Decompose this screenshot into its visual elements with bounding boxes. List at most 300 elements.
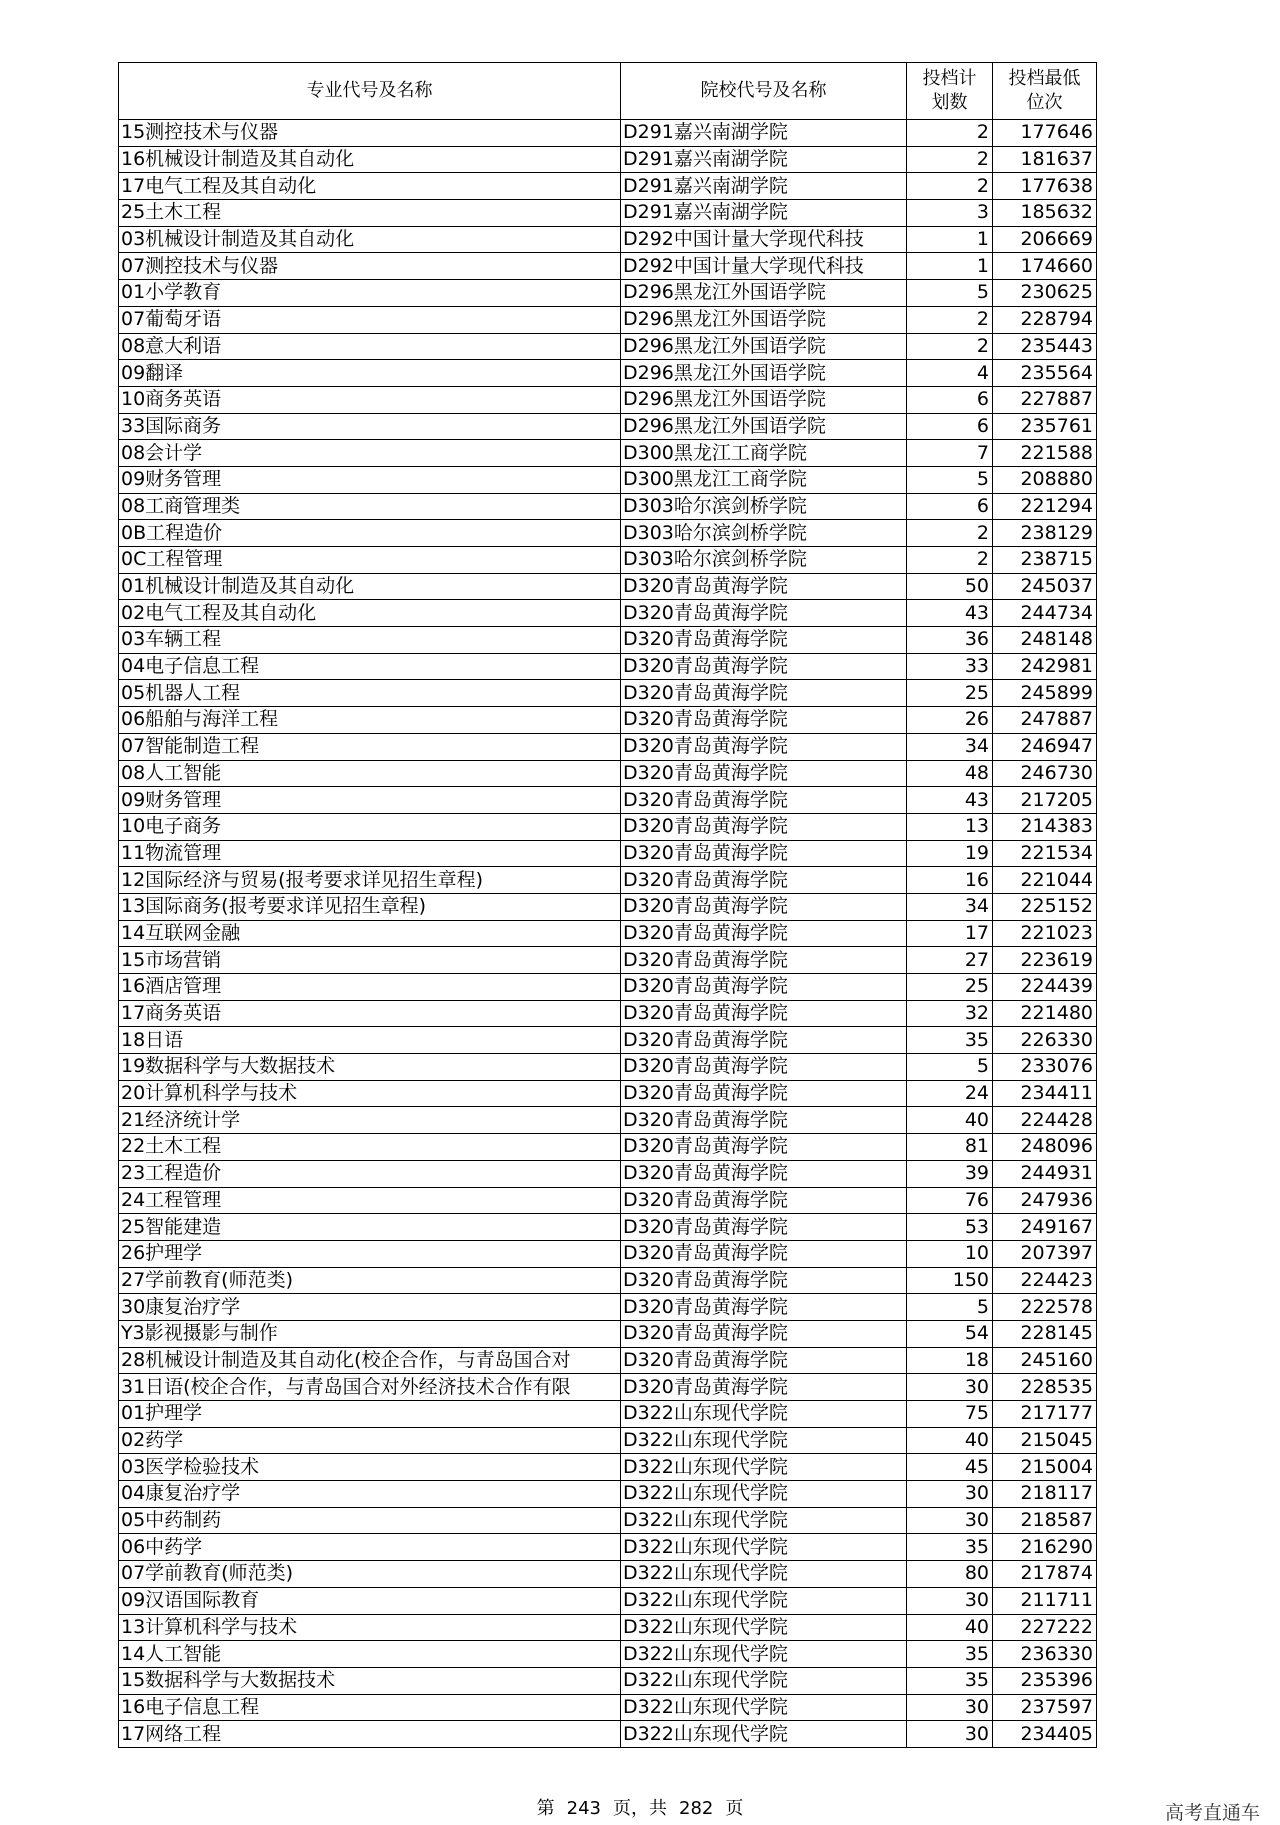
table-row <box>119 733 1097 760</box>
table-row <box>119 306 1097 333</box>
major-cell: 02药学 <box>119 1427 621 1454</box>
min-rank-cell: 245037 <box>993 573 1097 600</box>
plan-count-cell: 7 <box>907 440 993 467</box>
major-cell: 18日语 <box>119 1027 621 1054</box>
school-cell: D300黑龙江工商学院 <box>621 440 907 467</box>
school-cell: D320青岛黄海学院 <box>621 813 907 840</box>
table-row <box>119 1160 1097 1187</box>
plan-count-cell: 30 <box>907 1694 993 1721</box>
min-rank-cell: 238129 <box>993 520 1097 547</box>
major-cell: 08工商管理类 <box>119 493 621 520</box>
min-rank-cell: 228145 <box>993 1320 1097 1347</box>
min-rank-cell: 221023 <box>993 920 1097 947</box>
school-cell: D320青岛黄海学院 <box>621 1320 907 1347</box>
min-rank-cell: 230625 <box>993 280 1097 307</box>
min-rank-cell: 249167 <box>993 1214 1097 1241</box>
plan-count-cell: 2 <box>907 306 993 333</box>
plan-count-cell: 6 <box>907 413 993 440</box>
major-cell: 07智能制造工程 <box>119 733 621 760</box>
min-rank-cell: 244931 <box>993 1160 1097 1187</box>
min-rank-cell: 218587 <box>993 1507 1097 1534</box>
min-rank-cell: 225152 <box>993 893 1097 920</box>
table-row <box>119 1534 1097 1561</box>
plan-count-cell: 2 <box>907 547 993 574</box>
school-cell: D320青岛黄海学院 <box>621 653 907 680</box>
plan-count-cell: 25 <box>907 974 993 1001</box>
footer-page-number: 243 <box>566 1798 601 1819</box>
plan-count-cell: 48 <box>907 760 993 787</box>
min-rank-cell: 208880 <box>993 466 1097 493</box>
school-cell: D303哈尔滨剑桥学院 <box>621 493 907 520</box>
min-rank-cell: 177646 <box>993 120 1097 147</box>
major-cell: 09财务管理 <box>119 466 621 493</box>
major-cell: 26护理学 <box>119 1240 621 1267</box>
school-cell: D320青岛黄海学院 <box>621 893 907 920</box>
table-row <box>119 1454 1097 1481</box>
min-rank-cell: 221534 <box>993 840 1097 867</box>
table-row <box>119 893 1097 920</box>
min-rank-cell: 236330 <box>993 1641 1097 1668</box>
table-row <box>119 840 1097 867</box>
min-rank-cell: 248148 <box>993 627 1097 654</box>
table-row <box>119 1721 1097 1748</box>
plan-count-cell: 2 <box>907 146 993 173</box>
header-plan-count-text: 投档计划数 <box>922 68 977 113</box>
plan-count-cell: 75 <box>907 1401 993 1428</box>
plan-count-cell: 43 <box>907 787 993 814</box>
major-cell: Y3影视摄影与制作 <box>119 1320 621 1347</box>
plan-count-cell: 5 <box>907 466 993 493</box>
plan-count-cell: 2 <box>907 520 993 547</box>
header-plan-count <box>907 63 993 120</box>
plan-count-cell: 33 <box>907 653 993 680</box>
min-rank-cell: 248096 <box>993 1134 1097 1161</box>
table-row <box>119 1240 1097 1267</box>
school-cell: D322山东现代学院 <box>621 1401 907 1428</box>
school-cell: D322山东现代学院 <box>621 1641 907 1668</box>
major-cell: 17网络工程 <box>119 1721 621 1748</box>
school-cell: D320青岛黄海学院 <box>621 1240 907 1267</box>
table-row <box>119 600 1097 627</box>
plan-count-cell: 35 <box>907 1027 993 1054</box>
plan-count-cell: 25 <box>907 680 993 707</box>
school-cell: D320青岛黄海学院 <box>621 840 907 867</box>
school-cell: D320青岛黄海学院 <box>621 1214 907 1241</box>
school-cell: D320青岛黄海学院 <box>621 733 907 760</box>
school-cell: D322山东现代学院 <box>621 1534 907 1561</box>
table-row <box>119 360 1097 387</box>
major-cell: 08意大利语 <box>119 333 621 360</box>
min-rank-cell: 221480 <box>993 1000 1097 1027</box>
table-row <box>119 333 1097 360</box>
major-cell: 16酒店管理 <box>119 974 621 1001</box>
major-cell: 04电子信息工程 <box>119 653 621 680</box>
major-cell: 05机器人工程 <box>119 680 621 707</box>
major-cell: 03医学检验技术 <box>119 1454 621 1481</box>
major-cell: 22土木工程 <box>119 1134 621 1161</box>
plan-count-cell: 76 <box>907 1187 993 1214</box>
plan-count-cell: 45 <box>907 1454 993 1481</box>
school-cell: D320青岛黄海学院 <box>621 680 907 707</box>
plan-count-cell: 39 <box>907 1160 993 1187</box>
table-row <box>119 1027 1097 1054</box>
school-cell: D322山东现代学院 <box>621 1454 907 1481</box>
major-cell: 15测控技术与仪器 <box>119 120 621 147</box>
school-cell: D303哈尔滨剑桥学院 <box>621 520 907 547</box>
school-cell: D322山东现代学院 <box>621 1427 907 1454</box>
plan-count-cell: 40 <box>907 1107 993 1134</box>
watermark: 高考直通车 <box>1164 1802 1260 1824</box>
plan-count-cell: 3 <box>907 200 993 227</box>
major-cell: 20计算机科学与技术 <box>119 1080 621 1107</box>
school-cell: D296黑龙江外国语学院 <box>621 413 907 440</box>
major-cell: 02电气工程及其自动化 <box>119 600 621 627</box>
table-row <box>119 200 1097 227</box>
table-row <box>119 493 1097 520</box>
plan-count-cell: 4 <box>907 360 993 387</box>
table-row <box>119 120 1097 147</box>
table-row <box>119 974 1097 1001</box>
admission-table <box>118 62 1097 1748</box>
school-cell: D322山东现代学院 <box>621 1721 907 1748</box>
header-min-rank-text: 投档最低位次 <box>1008 68 1081 113</box>
min-rank-cell: 217177 <box>993 1401 1097 1428</box>
plan-count-cell: 1 <box>907 253 993 280</box>
min-rank-cell: 238715 <box>993 547 1097 574</box>
plan-count-cell: 2 <box>907 333 993 360</box>
school-cell: D322山东现代学院 <box>621 1481 907 1508</box>
school-cell: D320青岛黄海学院 <box>621 974 907 1001</box>
major-cell: 17电气工程及其自动化 <box>119 173 621 200</box>
school-cell: D320青岛黄海学院 <box>621 1054 907 1081</box>
table-row <box>119 1481 1097 1508</box>
table-header-row <box>119 63 1097 120</box>
plan-count-cell: 35 <box>907 1534 993 1561</box>
min-rank-cell: 237597 <box>993 1694 1097 1721</box>
school-cell: D320青岛黄海学院 <box>621 867 907 894</box>
major-cell: 0B工程造价 <box>119 520 621 547</box>
footer-middle: 页，共 <box>613 1798 667 1819</box>
table-row <box>119 440 1097 467</box>
plan-count-cell: 35 <box>907 1667 993 1694</box>
min-rank-cell: 215045 <box>993 1427 1097 1454</box>
table-row <box>119 813 1097 840</box>
table-row <box>119 547 1097 574</box>
min-rank-cell: 207397 <box>993 1240 1097 1267</box>
min-rank-cell: 233076 <box>993 1054 1097 1081</box>
plan-count-cell: 80 <box>907 1561 993 1588</box>
school-cell: D320青岛黄海学院 <box>621 600 907 627</box>
major-cell: 07测控技术与仪器 <box>119 253 621 280</box>
plan-count-cell: 32 <box>907 1000 993 1027</box>
min-rank-cell: 235396 <box>993 1667 1097 1694</box>
min-rank-cell: 247936 <box>993 1187 1097 1214</box>
plan-count-cell: 17 <box>907 920 993 947</box>
plan-count-cell: 13 <box>907 813 993 840</box>
table-row <box>119 787 1097 814</box>
school-cell: D320青岛黄海学院 <box>621 1107 907 1134</box>
school-cell: D320青岛黄海学院 <box>621 1347 907 1374</box>
major-cell: 16机械设计制造及其自动化 <box>119 146 621 173</box>
school-cell: D292中国计量大学现代科技 <box>621 226 907 253</box>
school-cell: D320青岛黄海学院 <box>621 920 907 947</box>
min-rank-cell: 245899 <box>993 680 1097 707</box>
header-major: 专业代号及名称 <box>119 63 621 120</box>
school-cell: D320青岛黄海学院 <box>621 573 907 600</box>
min-rank-cell: 224439 <box>993 974 1097 1001</box>
major-cell: 07葡萄牙语 <box>119 306 621 333</box>
table-row <box>119 1134 1097 1161</box>
plan-count-cell: 1 <box>907 226 993 253</box>
plan-count-cell: 40 <box>907 1614 993 1641</box>
min-rank-cell: 235761 <box>993 413 1097 440</box>
major-cell: 09汉语国际教育 <box>119 1587 621 1614</box>
school-cell: D322山东现代学院 <box>621 1614 907 1641</box>
plan-count-cell: 36 <box>907 627 993 654</box>
school-cell: D320青岛黄海学院 <box>621 1027 907 1054</box>
table-row <box>119 653 1097 680</box>
major-cell: 25智能建造 <box>119 1214 621 1241</box>
plan-count-cell: 81 <box>907 1134 993 1161</box>
footer-prefix: 第 <box>536 1798 555 1819</box>
min-rank-cell: 245160 <box>993 1347 1097 1374</box>
min-rank-cell: 228535 <box>993 1374 1097 1401</box>
min-rank-cell: 185632 <box>993 200 1097 227</box>
table-row <box>119 867 1097 894</box>
table-row <box>119 1694 1097 1721</box>
plan-count-cell: 50 <box>907 573 993 600</box>
min-rank-cell: 223619 <box>993 947 1097 974</box>
table-row <box>119 1347 1097 1374</box>
min-rank-cell: 221588 <box>993 440 1097 467</box>
plan-count-cell: 19 <box>907 840 993 867</box>
min-rank-cell: 206669 <box>993 226 1097 253</box>
min-rank-cell: 228794 <box>993 306 1097 333</box>
min-rank-cell: 244734 <box>993 600 1097 627</box>
min-rank-cell: 246730 <box>993 760 1097 787</box>
plan-count-cell: 26 <box>907 707 993 734</box>
min-rank-cell: 234405 <box>993 1721 1097 1748</box>
school-cell: D320青岛黄海学院 <box>621 787 907 814</box>
table-row <box>119 573 1097 600</box>
table-row <box>119 1267 1097 1294</box>
major-cell: 31日语(校企合作，与青岛国合对外经济技术合作有限 <box>119 1374 621 1401</box>
plan-count-cell: 30 <box>907 1374 993 1401</box>
school-cell: D320青岛黄海学院 <box>621 1187 907 1214</box>
min-rank-cell: 214383 <box>993 813 1097 840</box>
school-cell: D291嘉兴南湖学院 <box>621 200 907 227</box>
school-cell: D291嘉兴南湖学院 <box>621 120 907 147</box>
table-row <box>119 1614 1097 1641</box>
table-row <box>119 466 1097 493</box>
min-rank-cell: 217874 <box>993 1561 1097 1588</box>
min-rank-cell: 226330 <box>993 1027 1097 1054</box>
footer-total-pages: 282 <box>679 1798 714 1819</box>
plan-count-cell: 30 <box>907 1507 993 1534</box>
min-rank-cell: 174660 <box>993 253 1097 280</box>
table-row <box>119 386 1097 413</box>
major-cell: 25土木工程 <box>119 200 621 227</box>
plan-count-cell: 6 <box>907 493 993 520</box>
school-cell: D292中国计量大学现代科技 <box>621 253 907 280</box>
school-cell: D296黑龙江外国语学院 <box>621 306 907 333</box>
min-rank-cell: 215004 <box>993 1454 1097 1481</box>
plan-count-cell: 54 <box>907 1320 993 1347</box>
min-rank-cell: 216290 <box>993 1534 1097 1561</box>
table-row <box>119 413 1097 440</box>
table-row <box>119 1374 1097 1401</box>
school-cell: D320青岛黄海学院 <box>621 1080 907 1107</box>
major-cell: 30康复治疗学 <box>119 1294 621 1321</box>
plan-count-cell: 2 <box>907 173 993 200</box>
min-rank-cell: 235564 <box>993 360 1097 387</box>
major-cell: 03机械设计制造及其自动化 <box>119 226 621 253</box>
major-cell: 33国际商务 <box>119 413 621 440</box>
min-rank-cell: 221294 <box>993 493 1097 520</box>
major-cell: 06中药学 <box>119 1534 621 1561</box>
major-cell: 17商务英语 <box>119 1000 621 1027</box>
school-cell: D320青岛黄海学院 <box>621 1000 907 1027</box>
min-rank-cell: 222578 <box>993 1294 1097 1321</box>
table-row <box>119 1561 1097 1588</box>
major-cell: 10商务英语 <box>119 386 621 413</box>
table-row <box>119 1054 1097 1081</box>
school-cell: D320青岛黄海学院 <box>621 760 907 787</box>
table-row <box>119 520 1097 547</box>
min-rank-cell: 181637 <box>993 146 1097 173</box>
plan-count-cell: 53 <box>907 1214 993 1241</box>
school-cell: D322山东现代学院 <box>621 1507 907 1534</box>
min-rank-cell: 235443 <box>993 333 1097 360</box>
table-row <box>119 1320 1097 1347</box>
plan-count-cell: 16 <box>907 867 993 894</box>
footer-suffix: 页 <box>725 1798 744 1819</box>
major-cell: 15市场营销 <box>119 947 621 974</box>
major-cell: 12国际经济与贸易(报考要求详见招生章程) <box>119 867 621 894</box>
school-cell: D322山东现代学院 <box>621 1667 907 1694</box>
major-cell: 0C工程管理 <box>119 547 621 574</box>
header-school: 院校代号及名称 <box>621 63 907 120</box>
major-cell: 05中药制药 <box>119 1507 621 1534</box>
plan-count-cell: 40 <box>907 1427 993 1454</box>
major-cell: 08会计学 <box>119 440 621 467</box>
major-cell: 15数据科学与大数据技术 <box>119 1667 621 1694</box>
plan-count-cell: 5 <box>907 1294 993 1321</box>
school-cell: D291嘉兴南湖学院 <box>621 146 907 173</box>
school-cell: D322山东现代学院 <box>621 1587 907 1614</box>
plan-count-cell: 24 <box>907 1080 993 1107</box>
school-cell: D303哈尔滨剑桥学院 <box>621 547 907 574</box>
major-cell: 16电子信息工程 <box>119 1694 621 1721</box>
school-cell: D320青岛黄海学院 <box>621 1160 907 1187</box>
min-rank-cell: 247887 <box>993 707 1097 734</box>
plan-count-cell: 34 <box>907 893 993 920</box>
table-row <box>119 146 1097 173</box>
major-cell: 01护理学 <box>119 1401 621 1428</box>
major-cell: 13计算机科学与技术 <box>119 1614 621 1641</box>
major-cell: 07学前教育(师范类) <box>119 1561 621 1588</box>
min-rank-cell: 246947 <box>993 733 1097 760</box>
major-cell: 14互联网金融 <box>119 920 621 947</box>
plan-count-cell: 43 <box>907 600 993 627</box>
table-row <box>119 920 1097 947</box>
school-cell: D296黑龙江外国语学院 <box>621 333 907 360</box>
major-cell: 06船舶与海洋工程 <box>119 707 621 734</box>
plan-count-cell: 2 <box>907 120 993 147</box>
page-footer <box>0 1794 1280 1820</box>
major-cell: 04康复治疗学 <box>119 1481 621 1508</box>
major-cell: 28机械设计制造及其自动化(校企合作，与青岛国合对 <box>119 1347 621 1374</box>
min-rank-cell: 242981 <box>993 653 1097 680</box>
table-row <box>119 1080 1097 1107</box>
min-rank-cell: 227222 <box>993 1614 1097 1641</box>
school-cell: D322山东现代学院 <box>621 1694 907 1721</box>
major-cell: 14人工智能 <box>119 1641 621 1668</box>
school-cell: D300黑龙江工商学院 <box>621 466 907 493</box>
school-cell: D322山东现代学院 <box>621 1561 907 1588</box>
school-cell: D291嘉兴南湖学院 <box>621 173 907 200</box>
table-row <box>119 707 1097 734</box>
table-row <box>119 280 1097 307</box>
school-cell: D320青岛黄海学院 <box>621 1134 907 1161</box>
major-cell: 01机械设计制造及其自动化 <box>119 573 621 600</box>
table-row <box>119 1214 1097 1241</box>
major-cell: 24工程管理 <box>119 1187 621 1214</box>
table-row <box>119 253 1097 280</box>
table-row <box>119 947 1097 974</box>
header-min-rank <box>993 63 1097 120</box>
min-rank-cell: 234411 <box>993 1080 1097 1107</box>
table-row <box>119 1427 1097 1454</box>
major-cell: 21经济统计学 <box>119 1107 621 1134</box>
major-cell: 01小学教育 <box>119 280 621 307</box>
plan-count-cell: 5 <box>907 1054 993 1081</box>
plan-count-cell: 5 <box>907 280 993 307</box>
major-cell: 10电子商务 <box>119 813 621 840</box>
table-row <box>119 627 1097 654</box>
table-row <box>119 1641 1097 1668</box>
min-rank-cell: 218117 <box>993 1481 1097 1508</box>
school-cell: D320青岛黄海学院 <box>621 1294 907 1321</box>
major-cell: 09财务管理 <box>119 787 621 814</box>
plan-count-cell: 18 <box>907 1347 993 1374</box>
plan-count-cell: 35 <box>907 1641 993 1668</box>
min-rank-cell: 224428 <box>993 1107 1097 1134</box>
major-cell: 19数据科学与大数据技术 <box>119 1054 621 1081</box>
major-cell: 03车辆工程 <box>119 627 621 654</box>
school-cell: D320青岛黄海学院 <box>621 1267 907 1294</box>
school-cell: D320青岛黄海学院 <box>621 707 907 734</box>
table-row <box>119 173 1097 200</box>
school-cell: D296黑龙江外国语学院 <box>621 386 907 413</box>
plan-count-cell: 34 <box>907 733 993 760</box>
plan-count-cell: 6 <box>907 386 993 413</box>
plan-count-cell: 30 <box>907 1721 993 1748</box>
table-row <box>119 1000 1097 1027</box>
table-row <box>119 1107 1097 1134</box>
table-row <box>119 1401 1097 1428</box>
school-cell: D296黑龙江外国语学院 <box>621 360 907 387</box>
school-cell: D320青岛黄海学院 <box>621 1374 907 1401</box>
table-row <box>119 226 1097 253</box>
plan-count-cell: 150 <box>907 1267 993 1294</box>
plan-count-cell: 30 <box>907 1481 993 1508</box>
major-cell: 13国际商务(报考要求详见招生章程) <box>119 893 621 920</box>
major-cell: 11物流管理 <box>119 840 621 867</box>
min-rank-cell: 221044 <box>993 867 1097 894</box>
major-cell: 23工程造价 <box>119 1160 621 1187</box>
min-rank-cell: 217205 <box>993 787 1097 814</box>
